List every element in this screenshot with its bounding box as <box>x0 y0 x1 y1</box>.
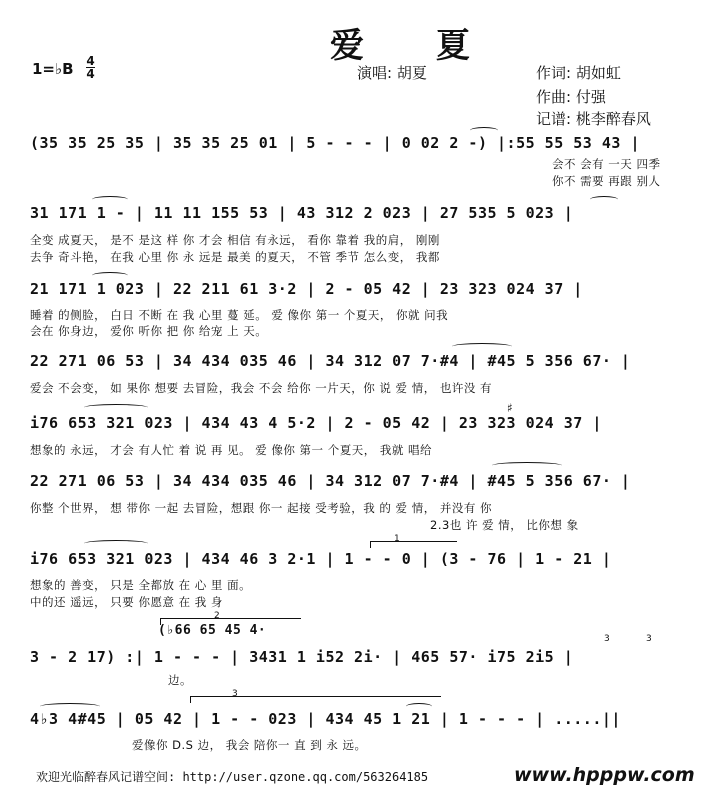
score-row-7-lyrics-2: 中的还 遥远， 只要 你愿意 在 我 身 <box>30 595 223 609</box>
score-row-3-lyrics-1: 睡着 的侧脸， 白日 不断 在 我 心里 蔓 延。 爱 像你 第一 个夏天， 你就 问我 <box>30 308 449 322</box>
tie-mark <box>84 540 148 547</box>
tie-mark <box>406 703 432 710</box>
footer-credit: 欢迎光临醉春风记谱空间: http://user.qzone.qq.com/563264185 <box>36 770 429 784</box>
first-ending-bracket <box>370 541 457 548</box>
tie-mark <box>84 404 148 411</box>
tie-mark <box>92 272 128 279</box>
time-signature-bottom: 4 <box>86 67 95 81</box>
composer-credit: 作曲: 付强 <box>536 88 606 106</box>
score-row-9-notes: 4♭3 4#45 | 05 42 | 1 - - 023 | 434 45 1 21 | 1 - - - | .....|| <box>30 710 621 728</box>
time-signature <box>86 55 95 80</box>
score-row-5-lyrics-1: 想象的 永远， 才会 有人忙 着 说 再 见。 爱 像你 第一 个夏天， 我就 唱给 <box>30 443 433 457</box>
score-row-8-notes: 3 - 2 17) :| 1 - - - | 3431 1 i52 2i· | 465 57· i75 2i5 | <box>30 648 574 666</box>
tie-mark <box>470 127 498 134</box>
song-title: 爱 夏 <box>330 26 500 66</box>
score-row-9-lyrics-1: 爱像你 D.S 边， 我会 陪你一 直 到 永 远。 <box>132 738 367 752</box>
score-row-6-lyrics-2: 2.3也 许 爱 情， 比你想 象 <box>430 518 579 532</box>
tie-mark <box>40 703 100 710</box>
tie-mark <box>590 196 618 203</box>
triplet-mark-2: 3 <box>646 634 652 644</box>
transcriber-credit: 记谱: 桃李醉春风 <box>536 110 651 128</box>
singer-credit: 演唱: 胡夏 <box>357 64 427 82</box>
score-row-7-lyrics-1: 想象的 善变， 只是 全都放 在 心 里 面。 <box>30 578 252 592</box>
score-row-1-lyrics-2: 你不 需要 再跟 别人 <box>552 174 661 188</box>
score-row-8-lyrics-1: 边。 <box>168 673 192 687</box>
lyricist-credit: 作词: 胡如虹 <box>536 64 621 82</box>
second-ending-number: 2 <box>214 611 220 621</box>
third-ending-number: 3 <box>232 689 238 699</box>
first-ending-number: 1 <box>394 534 400 544</box>
triplet-mark: 3 <box>604 634 610 644</box>
third-ending-bracket <box>190 696 441 703</box>
score-row-2-lyrics-1: 全变 成夏天， 是不 是这 样 你 才会 相信 有永远， 看你 靠着 我的肩， 刚刚 <box>30 233 440 247</box>
score-row-5-notes: i76 653 321 023 | 434 43 4 5·2 | 2 - 05 42 | 23 323 024 37 | <box>30 414 602 432</box>
repeat-phrase: (♭66 65 45 4· <box>158 623 267 638</box>
score-row-3-lyrics-2: 会在 你身边， 爱你 听你 把 你 给宠 上 天。 <box>30 324 268 338</box>
score-row-4-notes: 22 271 06 53 | 34 434 035 46 | 34 312 07 7·#4 | #45 5 356 67· | <box>30 352 631 370</box>
score-row-2-lyrics-2: 去争 奇斗艳， 在我 心里 你 永 远是 最美 的夏天， 不管 季节 怎么变， 我都 <box>30 250 440 264</box>
tie-mark <box>452 343 512 350</box>
site-watermark: www.hpppw.com <box>514 764 695 786</box>
score-row-1-notes: (35 35 25 35 | 35 35 25 01 | 5 - - - | 0 02 2 -) |:55 55 53 43 | <box>30 134 640 152</box>
tie-mark <box>92 196 128 203</box>
score-row-6-lyrics-1: 你整 个世界， 想 带你 一起 去冒险，想跟 你一 起接 受考验，我 的 爱 情， 并没有 你 <box>30 501 493 515</box>
sharp-mark: ♯ <box>507 401 513 415</box>
score-row-4-lyrics-1: 爱会 不会变， 如 果你 想要 去冒险，我会 不会 给你 一片天，你 说 爱 情， 也许没 有 <box>30 381 493 395</box>
score-row-3-notes: 21 171 1 023 | 22 211 61 3·2 | 2 - 05 42 | 23 323 024 37 | <box>30 280 583 298</box>
time-signature-top: 4 <box>86 54 95 68</box>
key-signature: 1=♭B <box>32 60 74 78</box>
score-row-2-notes: 31 171 1 - | 11 11 155 53 | 43 312 2 023 | 27 535 5 023 | <box>30 204 574 222</box>
tie-mark <box>492 462 562 469</box>
score-row-1-lyrics-1: 会不 会有 一天 四季 <box>552 157 661 171</box>
score-row-6-notes: 22 271 06 53 | 34 434 035 46 | 34 312 07 7·#4 | #45 5 356 67· | <box>30 472 631 490</box>
score-row-7-notes: i76 653 321 023 | 434 46 3 2·1 | 1 - - 0 | (3 - 76 | 1 - 21 | <box>30 550 612 568</box>
